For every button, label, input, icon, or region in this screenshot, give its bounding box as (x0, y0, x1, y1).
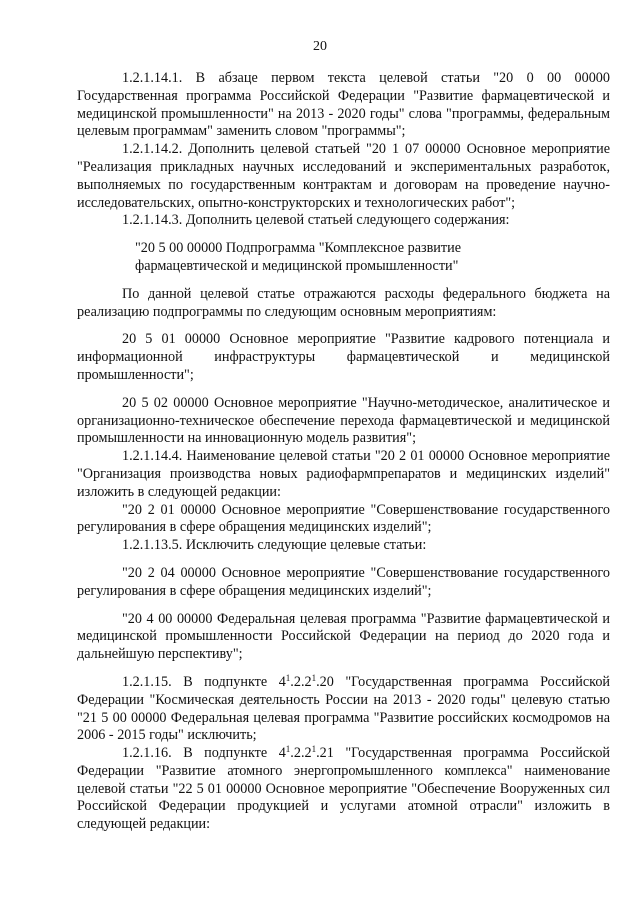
paragraph-measure-20-5-02: 20 5 02 00000 Основное мероприятие "Научно-методическое, аналитическое и организационно-техническое обеспечение перехода фармацевтической и медицинской промышленности на инновационную модель развития"; (77, 394, 610, 447)
text-fragment: .2.2 (290, 673, 312, 690)
superscript: 1 (311, 672, 317, 683)
paragraph-excluded-20-2-04: "20 2 04 00000 Основное мероприятие "Совершенствование государственного регулирования в сфере обращения медицинских изделий"; (77, 564, 610, 599)
quoted-subprogram-title: "20 5 00 00000 Подпрограмма "Комплексное развитие фармацевтической и медицинской промышленности" (135, 240, 461, 274)
page-number: 20 (313, 39, 327, 54)
paragraph-1-2-1-14-4: 1.2.1.14.4. Наименование целевой статьи "20 2 01 00000 Основное мероприятие "Организация производства новых радиофармпрепаратов и медицинских изделий" изложить в следующей редакции: (77, 448, 610, 500)
text-fragment: 1.2.1.16. В подпункте 4 (122, 745, 286, 762)
paragraph-1-2-1-15 (77, 674, 610, 745)
document-body (77, 70, 610, 834)
paragraph-measure-20-5-01: 20 5 01 00000 Основное мероприятие "Развитие кадрового потенциала и информационной инфраструктуры фармацевтической и медицинской промышленности"; (77, 331, 610, 383)
text-fragment: .21 "Государственная программа Российской Федерации "Развитие атомного энергопромышленного комплекса" наименование целевой статьи "22 5 01 00000 Основное мероприятие "Обеспечение Вооруженных сил Российской Федерации продукцией и услугами атомной отрасли" изложить в следующей редакции: (77, 745, 610, 833)
superscript: 1 (285, 672, 291, 683)
paragraph-excluded-20-4-00: "20 4 00 00000 Федеральная целевая программа "Развитие фармацевтической и медицинской промышленности Российской Федерации на период до 2020 года и дальнейшую перспективу"; (77, 610, 610, 663)
paragraph-1-2-1-14-3: 1.2.1.14.3. Дополнить целевой статьей следующего содержания: (122, 212, 510, 229)
superscript: 1 (311, 744, 317, 755)
paragraph-1-2-1-14-1: 1.2.1.14.1. В абзаце первом текста целевой статьи "20 0 00 00000 Государственная программа Российской Федерации "Развитие фармацевтической и медицинской промышленности" на 2013 - 2020 годы" слова "программы, федеральным целевым программам" заменить словом "программы"; (77, 70, 610, 140)
paragraph-1-2-1-13-5: 1.2.1.13.5. Исключить следующие целевые статьи: (122, 537, 427, 554)
paragraph-1-2-1-16 (77, 745, 610, 834)
paragraph-expenses-description: По данной целевой статье отражаются расходы федерального бюджета на реализацию подпрограммы по следующим основным мероприятиям: (77, 285, 610, 320)
superscript: 1 (285, 744, 291, 755)
paragraph-1-2-1-14-2: 1.2.1.14.2. Дополнить целевой статьей "20 1 07 00000 Основное мероприятие "Реализация прикладных научных исследований и экспериментальных разработок, выполняемых по государственным контрактам и договорам на проведение научно-исследовательских, опытно-конструкторских и технологических работ"; (77, 141, 610, 211)
text-fragment: .20 "Государственная программа Российской Федерации "Космическая деятельность России на 2013 - 2020 годы" целевую статью "21 5 00 00000 Федеральная целевая программа "Развитие российских космодромов на 2006 - 2015 годы" исключить; (77, 673, 610, 744)
paragraph-new-name-20-2-01: "20 2 01 00000 Основное мероприятие "Совершенствование государственного регулирования в сфере обращения медицинских изделий"; (77, 501, 610, 536)
text-fragment: .2.2 (290, 745, 312, 762)
text-fragment: 1.2.1.15. В подпункте 4 (122, 673, 286, 690)
